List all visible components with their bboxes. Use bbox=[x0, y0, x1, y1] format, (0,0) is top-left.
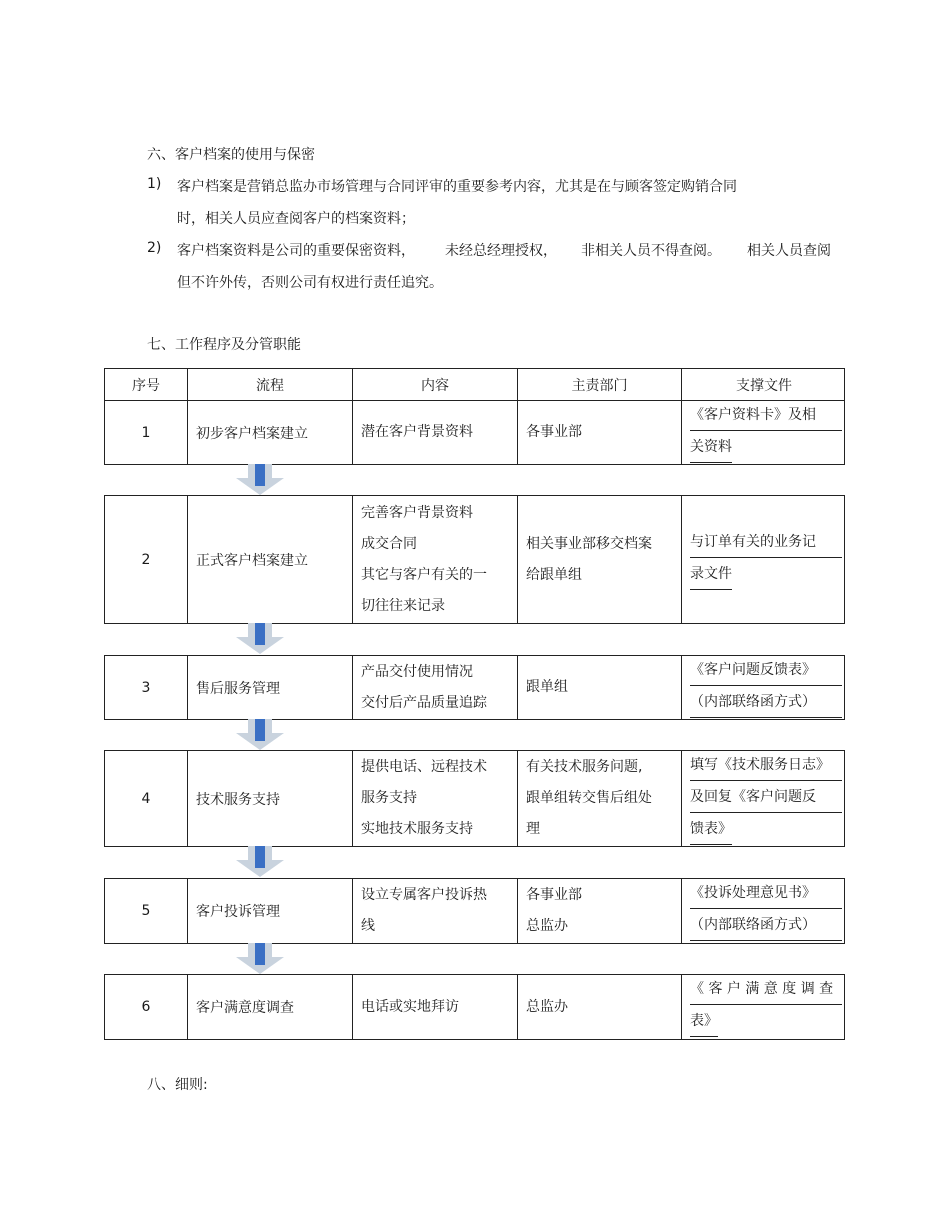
doc-line: 与订单有关的业务记 bbox=[690, 528, 842, 558]
row-docs bbox=[681, 751, 846, 846]
table-row bbox=[104, 655, 845, 720]
row-dept bbox=[517, 879, 681, 943]
row-docs bbox=[681, 656, 846, 719]
dept-line: 各事业部 bbox=[526, 887, 582, 903]
table-row bbox=[104, 400, 845, 465]
content-line: 提供电话、远程技术 bbox=[361, 759, 487, 775]
row-process: 售后服务管理 bbox=[187, 656, 352, 719]
row-content bbox=[352, 975, 517, 1039]
row-no: 5 bbox=[141, 903, 151, 919]
row-content bbox=[352, 879, 517, 943]
doc-line: 馈表》 bbox=[690, 815, 732, 845]
content-line: 切往往来记录 bbox=[361, 597, 445, 614]
row-no: 3 bbox=[141, 679, 151, 696]
content-line: 线 bbox=[361, 918, 375, 934]
content-line: 设立专属客户投诉热 bbox=[361, 887, 487, 903]
doc-line: 填写《技术服务日志》 bbox=[690, 751, 842, 781]
flow-down-arrow-icon bbox=[234, 623, 286, 655]
dept-line: 有关技术服务问题, bbox=[526, 759, 643, 775]
dept-line: 相关事业部移交档案 bbox=[526, 535, 652, 552]
dept-line: 各事业部 bbox=[526, 424, 582, 440]
dept-line: 理 bbox=[526, 821, 540, 837]
section-7-title: 七、工作程序及分管职能 bbox=[147, 337, 301, 353]
doc-line: （内部联络函方式） bbox=[690, 688, 842, 718]
row-docs bbox=[681, 879, 846, 943]
item-text-part: 客户档案资料是公司的重要保密资料， bbox=[177, 243, 415, 259]
content-line: 实地技术服务支持 bbox=[361, 821, 473, 837]
table-row bbox=[104, 495, 845, 624]
dept-line: 给跟单组 bbox=[526, 566, 582, 583]
flow-down-arrow-icon bbox=[234, 943, 286, 975]
row-content bbox=[352, 656, 517, 719]
row-no: 1 bbox=[141, 424, 151, 441]
row-dept bbox=[517, 751, 681, 846]
row-dept bbox=[517, 656, 681, 719]
table-row bbox=[104, 974, 845, 1040]
flow-down-arrow-icon bbox=[234, 719, 286, 751]
row-no: 6 bbox=[141, 999, 151, 1015]
section-6-title: 六、客户档案的使用与保密 bbox=[147, 147, 315, 163]
row-docs bbox=[681, 401, 846, 464]
row-content bbox=[352, 401, 517, 464]
row-dept bbox=[517, 975, 681, 1039]
content-line: 成交合同 bbox=[361, 535, 417, 552]
dept-line: 跟单组转交售后组处 bbox=[526, 790, 652, 806]
header-process: 流程 bbox=[187, 369, 352, 400]
item-text-part: 未经总经理授权， bbox=[445, 243, 557, 259]
item-text-line-2: 但不许外传，否则公司有权进行责任追究。 bbox=[177, 275, 443, 291]
table-header-row bbox=[104, 368, 845, 401]
doc-line: （内部联络函方式） bbox=[690, 911, 842, 941]
doc-line: 及回复《客户问题反 bbox=[690, 783, 842, 813]
item-number: 1) bbox=[147, 176, 162, 192]
item-text-part: 相关人员查阅 bbox=[747, 243, 831, 259]
doc-line: 《投诉处理意见书》 bbox=[690, 879, 842, 909]
item-text-line-1 bbox=[177, 240, 831, 260]
content-line: 潜在客户背景资料 bbox=[361, 424, 473, 440]
flow-down-arrow-icon bbox=[234, 464, 286, 496]
row-no: 4 bbox=[141, 790, 151, 807]
header-no: 序号 bbox=[132, 377, 160, 394]
doc-line: 《客户资料卡》及相 bbox=[690, 401, 842, 431]
row-dept bbox=[517, 496, 681, 623]
row-dept bbox=[517, 401, 681, 464]
item-text-line-2: 时，相关人员应查阅客户的档案资料； bbox=[177, 211, 415, 227]
row-no: 2 bbox=[141, 551, 151, 568]
content-line: 产品交付使用情况 bbox=[361, 663, 473, 680]
row-process: 技术服务支持 bbox=[187, 751, 352, 846]
header-docs: 支撑文件 bbox=[681, 369, 846, 400]
row-process: 客户满意度调查 bbox=[187, 975, 352, 1039]
item-text-line-1: 客户档案是营销总监办市场管理与合同评审的重要参考内容，尤其是在与顾客签定购销合同 bbox=[177, 179, 737, 195]
row-content bbox=[352, 496, 517, 623]
doc-line: 《 客 户 满 意 度 调 查 bbox=[690, 975, 842, 1005]
item-number: 2) bbox=[147, 240, 162, 256]
doc-line: 关资料 bbox=[690, 433, 732, 463]
item-text-part: 非相关人员不得查阅。 bbox=[581, 243, 721, 259]
table-row bbox=[104, 750, 845, 847]
content-line: 完善客户背景资料 bbox=[361, 504, 473, 521]
row-process: 初步客户档案建立 bbox=[187, 401, 352, 464]
header-dept: 主责部门 bbox=[517, 369, 681, 400]
table-row bbox=[104, 878, 845, 944]
dept-line: 总监办 bbox=[526, 998, 568, 1015]
flow-down-arrow-icon bbox=[234, 846, 286, 878]
doc-line: 表》 bbox=[690, 1007, 718, 1037]
doc-line: 录文件 bbox=[690, 560, 732, 590]
row-process: 客户投诉管理 bbox=[187, 879, 352, 943]
content-line: 电话或实地拜访 bbox=[361, 998, 459, 1015]
section-8-title: 八、细则: bbox=[147, 1077, 208, 1093]
header-content: 内容 bbox=[352, 369, 517, 400]
row-docs bbox=[681, 975, 846, 1039]
doc-line: 《客户问题反馈表》 bbox=[690, 656, 842, 686]
content-line: 服务支持 bbox=[361, 790, 417, 806]
row-docs bbox=[681, 496, 846, 623]
content-line: 其它与客户有关的一 bbox=[361, 566, 487, 583]
content-line: 交付后产品质量追踪 bbox=[361, 694, 487, 711]
row-content bbox=[352, 751, 517, 846]
row-process: 正式客户档案建立 bbox=[187, 496, 352, 623]
dept-line: 总监办 bbox=[526, 918, 568, 934]
dept-line: 跟单组 bbox=[526, 679, 568, 695]
